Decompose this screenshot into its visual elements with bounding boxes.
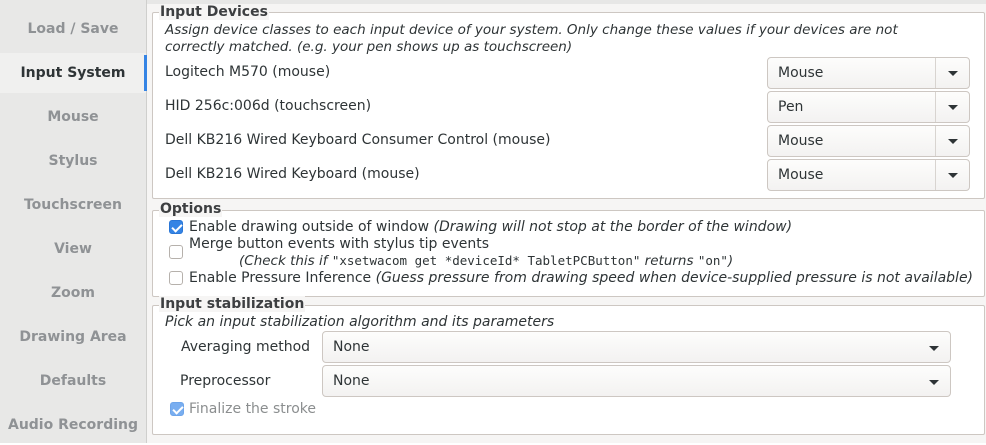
device-name: Dell KB216 Wired Keyboard Consumer Control (mouse) (165, 132, 551, 148)
outside-window-checkbox[interactable] (169, 220, 183, 234)
merge-button-label[interactable]: Merge button events with stylus tip events (189, 236, 490, 252)
averaging-method-label: Averaging method (181, 339, 311, 355)
finalize-stroke-checkbox[interactable] (170, 402, 184, 416)
device-class-value: Mouse (778, 167, 824, 183)
dropdown-separator (935, 92, 936, 122)
input-devices-description: Assign device classes to each input device of your system. Only change these values if your devices are not correctly matched. (e.g. your pen shows up as touchscreen) (165, 22, 898, 55)
sidebar-item-drawing-area[interactable]: Drawing Area (19, 329, 127, 345)
merge-button-hint (239, 253, 733, 269)
averaging-method-value: None (333, 339, 370, 355)
sidebar-item-mouse[interactable]: Mouse (47, 109, 99, 125)
preprocessor-label: Preprocessor (180, 373, 271, 389)
input-devices-title: Input Devices (160, 4, 268, 20)
preprocessor-dropdown[interactable] (322, 365, 951, 397)
outside-window-label: Enable drawing outside of window (189, 219, 430, 235)
merge-button-checkbox[interactable] (169, 245, 183, 259)
sidebar-item-stylus[interactable]: Stylus (48, 153, 98, 169)
merge-hint-quote-open: " (331, 253, 340, 268)
device-class-dropdown[interactable] (767, 159, 970, 191)
pressure-inference-label: Enable Pressure Inference (189, 270, 372, 286)
sidebar-item-zoom[interactable]: Zoom (51, 285, 95, 301)
finalize-stroke-label[interactable]: Finalize the stroke (189, 401, 317, 417)
chevron-down-icon (929, 346, 939, 351)
outside-window-option[interactable] (189, 219, 792, 235)
sidebar-item-load-save[interactable]: Load / Save (27, 21, 119, 37)
merge-hint-value: "on" (697, 253, 728, 268)
pressure-inference-checkbox[interactable] (169, 271, 183, 285)
options-title: Options (160, 201, 222, 217)
merge-hint-quote-close: " (632, 253, 641, 268)
stabilization-title: Input stabilization (160, 296, 305, 312)
stabilization-description: Pick an input stabilization algorithm and its parameters (165, 314, 555, 330)
merge-hint-suffix: ) (727, 253, 734, 269)
settings-sidebar (0, 0, 147, 443)
device-class-dropdown[interactable] (767, 57, 970, 89)
chevron-down-icon (948, 105, 958, 110)
device-name: Dell KB216 Wired Keyboard (mouse) (165, 166, 420, 182)
sidebar-item-touchscreen[interactable]: Touchscreen (23, 197, 123, 213)
device-class-dropdown[interactable] (767, 125, 970, 157)
device-name: Logitech M570 (mouse) (165, 64, 331, 80)
device-name: HID 256c:006d (touchscreen) (165, 98, 372, 114)
dropdown-separator (935, 126, 936, 156)
merge-hint-command: xsetwacom get *deviceId* TabletPCButton (339, 253, 633, 268)
sidebar-item-view[interactable]: View (54, 241, 92, 257)
merge-hint-prefix: (Check this if (239, 253, 332, 269)
chevron-down-icon (948, 71, 958, 76)
sidebar-item-defaults[interactable]: Defaults (39, 373, 107, 389)
settings-content (147, 0, 986, 443)
averaging-method-dropdown[interactable] (322, 331, 951, 363)
sidebar-item-input-system[interactable]: Input System (0, 53, 146, 93)
chevron-down-icon (948, 139, 958, 144)
top-scroll-edge (147, 0, 986, 4)
device-class-value: Pen (778, 99, 804, 115)
dropdown-separator (935, 58, 936, 88)
pressure-inference-option[interactable] (189, 270, 973, 286)
pressure-inference-hint: (Guess pressure from drawing speed when device-supplied pressure is not available) (375, 270, 974, 286)
preprocessor-value: None (333, 373, 370, 389)
device-class-value: Mouse (778, 65, 824, 81)
device-class-dropdown[interactable] (767, 91, 970, 123)
device-class-value: Mouse (778, 133, 824, 149)
outside-window-hint: (Drawing will not stop at the border of the window) (433, 219, 793, 235)
chevron-down-icon (929, 380, 939, 385)
sidebar-item-audio-recording[interactable]: Audio Recording (7, 417, 139, 433)
merge-hint-mid: returns (640, 253, 698, 269)
chevron-down-icon (948, 173, 958, 178)
dropdown-separator (935, 160, 936, 190)
